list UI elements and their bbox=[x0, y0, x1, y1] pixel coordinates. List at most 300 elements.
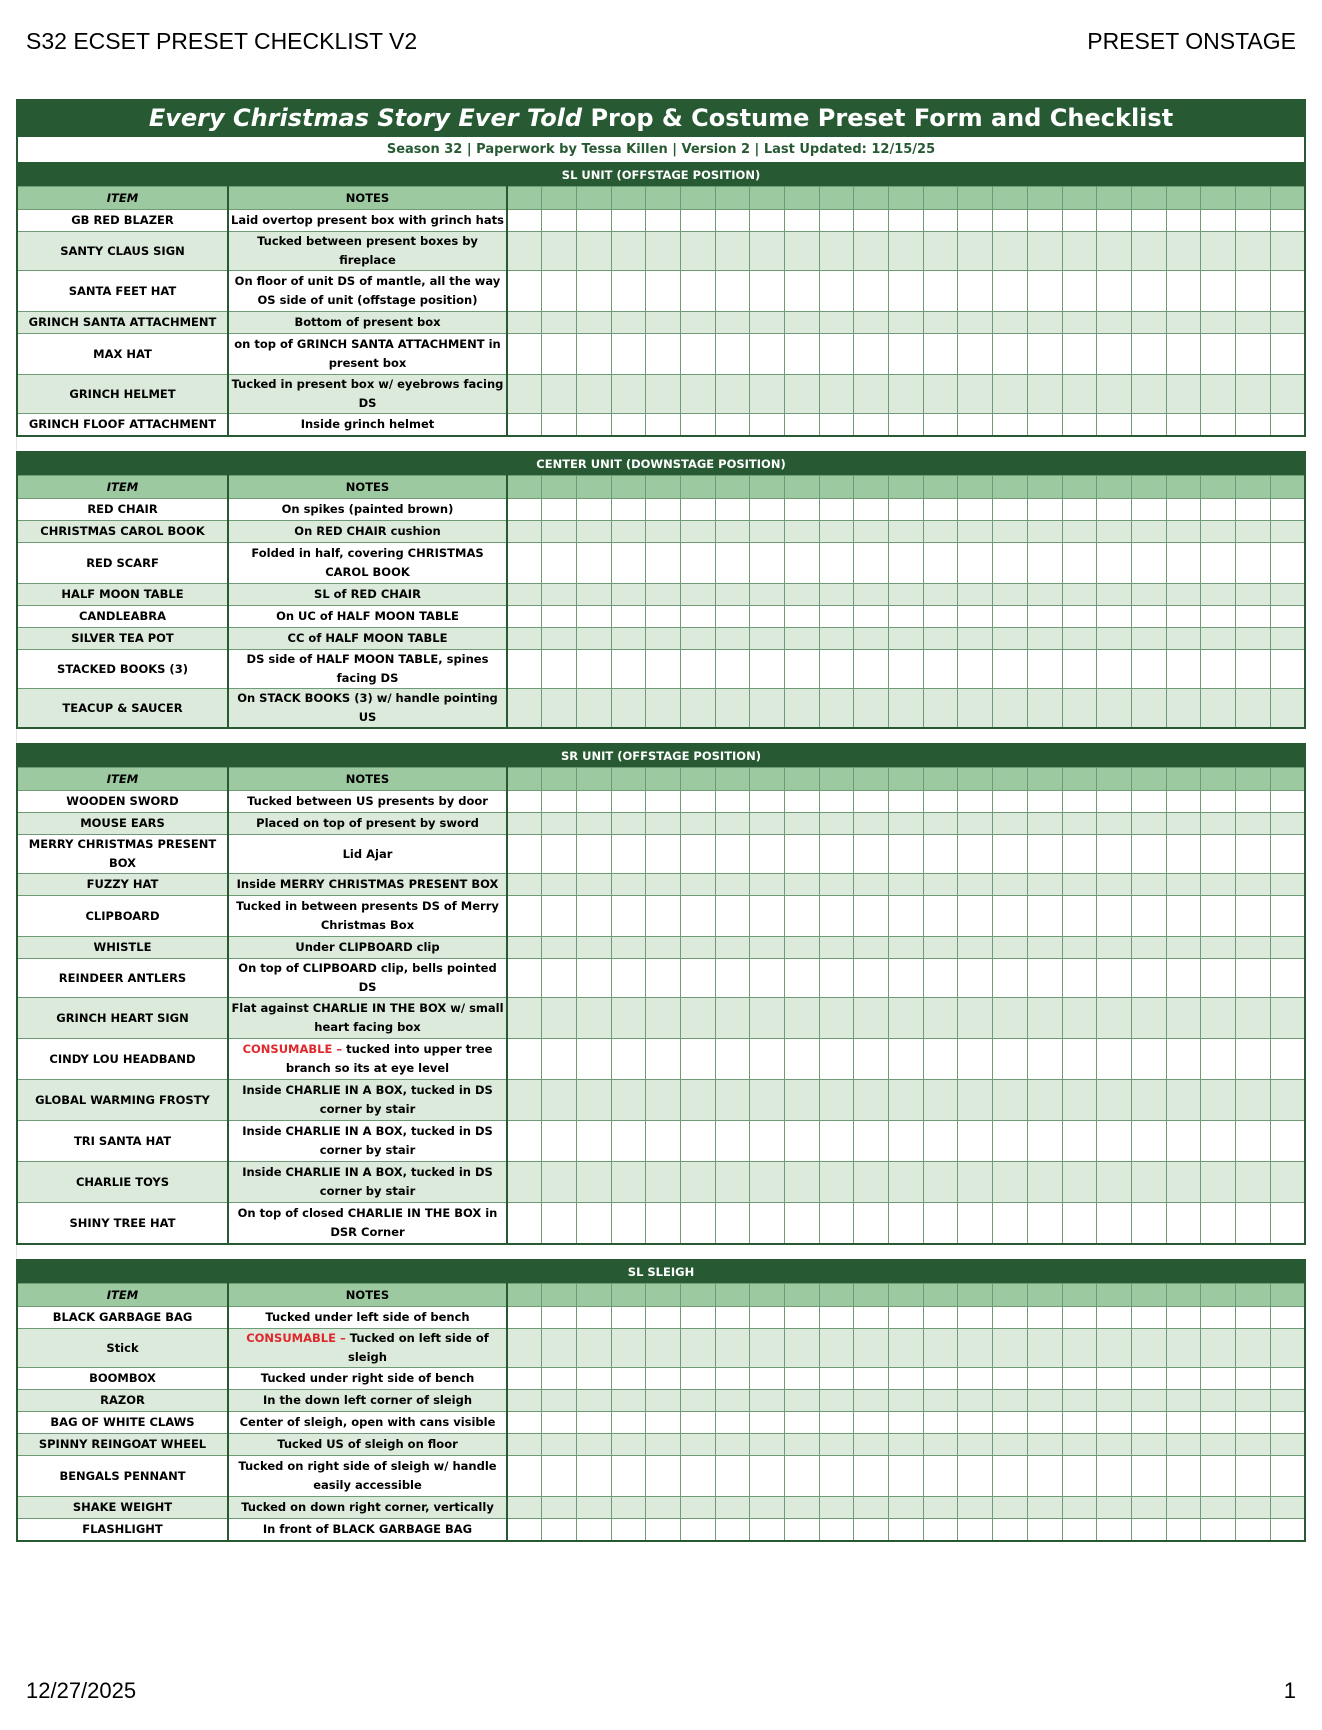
check-cell[interactable] bbox=[854, 271, 889, 312]
check-cell[interactable] bbox=[1027, 937, 1062, 959]
check-cell[interactable] bbox=[542, 499, 577, 521]
check-cell[interactable] bbox=[958, 543, 993, 584]
check-cell[interactable] bbox=[958, 1307, 993, 1329]
check-cell[interactable] bbox=[1235, 896, 1270, 937]
check-cell[interactable] bbox=[854, 521, 889, 543]
check-cell[interactable] bbox=[576, 584, 611, 606]
check-cell[interactable] bbox=[646, 835, 681, 874]
check-cell[interactable] bbox=[680, 1121, 715, 1162]
check-cell[interactable] bbox=[576, 1456, 611, 1497]
check-cell[interactable] bbox=[1131, 998, 1166, 1039]
check-cell[interactable] bbox=[993, 1307, 1028, 1329]
check-cell[interactable] bbox=[680, 1080, 715, 1121]
check-cell[interactable] bbox=[507, 628, 542, 650]
check-cell[interactable] bbox=[1201, 689, 1236, 729]
check-cell[interactable] bbox=[889, 650, 924, 689]
check-cell[interactable] bbox=[1201, 1456, 1236, 1497]
check-cell[interactable] bbox=[715, 499, 750, 521]
check-cell[interactable] bbox=[542, 1329, 577, 1368]
check-cell[interactable] bbox=[1166, 1368, 1201, 1390]
check-cell[interactable] bbox=[889, 271, 924, 312]
check-cell[interactable] bbox=[1166, 232, 1201, 271]
check-cell[interactable] bbox=[507, 835, 542, 874]
check-cell[interactable] bbox=[750, 232, 785, 271]
check-cell[interactable] bbox=[1166, 998, 1201, 1039]
check-cell[interactable] bbox=[1131, 414, 1166, 437]
check-cell[interactable] bbox=[1062, 271, 1097, 312]
check-cell[interactable] bbox=[1097, 1519, 1132, 1542]
check-cell[interactable] bbox=[854, 334, 889, 375]
check-cell[interactable] bbox=[923, 650, 958, 689]
check-cell[interactable] bbox=[1166, 791, 1201, 813]
check-cell[interactable] bbox=[819, 1039, 854, 1080]
check-cell[interactable] bbox=[993, 835, 1028, 874]
check-cell[interactable] bbox=[889, 1080, 924, 1121]
check-cell[interactable] bbox=[1235, 499, 1270, 521]
check-cell[interactable] bbox=[576, 813, 611, 835]
check-cell[interactable] bbox=[542, 791, 577, 813]
check-cell[interactable] bbox=[1097, 998, 1132, 1039]
check-cell[interactable] bbox=[889, 1039, 924, 1080]
check-cell[interactable] bbox=[750, 334, 785, 375]
check-cell[interactable] bbox=[1166, 375, 1201, 414]
check-cell[interactable] bbox=[993, 543, 1028, 584]
check-cell[interactable] bbox=[785, 1434, 820, 1456]
check-cell[interactable] bbox=[611, 232, 646, 271]
check-cell[interactable] bbox=[889, 1307, 924, 1329]
check-cell[interactable] bbox=[923, 521, 958, 543]
check-cell[interactable] bbox=[785, 998, 820, 1039]
check-cell[interactable] bbox=[715, 210, 750, 232]
check-cell[interactable] bbox=[819, 1121, 854, 1162]
check-cell[interactable] bbox=[1027, 375, 1062, 414]
check-cell[interactable] bbox=[611, 1121, 646, 1162]
check-cell[interactable] bbox=[993, 232, 1028, 271]
check-cell[interactable] bbox=[958, 1390, 993, 1412]
check-cell[interactable] bbox=[1097, 521, 1132, 543]
check-cell[interactable] bbox=[923, 1456, 958, 1497]
check-cell[interactable] bbox=[576, 271, 611, 312]
check-cell[interactable] bbox=[785, 1307, 820, 1329]
check-cell[interactable] bbox=[958, 414, 993, 437]
check-cell[interactable] bbox=[958, 1162, 993, 1203]
check-cell[interactable] bbox=[1270, 312, 1305, 334]
check-cell[interactable] bbox=[1201, 271, 1236, 312]
check-cell[interactable] bbox=[1270, 937, 1305, 959]
check-cell[interactable] bbox=[1097, 1412, 1132, 1434]
check-cell[interactable] bbox=[785, 791, 820, 813]
check-cell[interactable] bbox=[1027, 791, 1062, 813]
check-cell[interactable] bbox=[576, 791, 611, 813]
check-cell[interactable] bbox=[611, 1412, 646, 1434]
check-cell[interactable] bbox=[1131, 334, 1166, 375]
check-cell[interactable] bbox=[646, 1519, 681, 1542]
check-cell[interactable] bbox=[1097, 689, 1132, 729]
check-cell[interactable] bbox=[819, 1456, 854, 1497]
check-cell[interactable] bbox=[1097, 1390, 1132, 1412]
check-cell[interactable] bbox=[507, 521, 542, 543]
check-cell[interactable] bbox=[1166, 499, 1201, 521]
check-cell[interactable] bbox=[819, 312, 854, 334]
check-cell[interactable] bbox=[750, 210, 785, 232]
check-cell[interactable] bbox=[854, 232, 889, 271]
check-cell[interactable] bbox=[819, 1434, 854, 1456]
check-cell[interactable] bbox=[1270, 606, 1305, 628]
check-cell[interactable] bbox=[750, 414, 785, 437]
check-cell[interactable] bbox=[715, 1329, 750, 1368]
check-cell[interactable] bbox=[611, 959, 646, 998]
check-cell[interactable] bbox=[1166, 271, 1201, 312]
check-cell[interactable] bbox=[1201, 1434, 1236, 1456]
check-cell[interactable] bbox=[507, 1519, 542, 1542]
check-cell[interactable] bbox=[576, 959, 611, 998]
check-cell[interactable] bbox=[750, 959, 785, 998]
check-cell[interactable] bbox=[854, 959, 889, 998]
check-cell[interactable] bbox=[889, 1412, 924, 1434]
check-cell[interactable] bbox=[923, 998, 958, 1039]
check-cell[interactable] bbox=[923, 1497, 958, 1519]
check-cell[interactable] bbox=[1062, 937, 1097, 959]
check-cell[interactable] bbox=[542, 1307, 577, 1329]
check-cell[interactable] bbox=[785, 896, 820, 937]
check-cell[interactable] bbox=[1166, 813, 1201, 835]
check-cell[interactable] bbox=[507, 375, 542, 414]
check-cell[interactable] bbox=[1201, 1497, 1236, 1519]
check-cell[interactable] bbox=[750, 874, 785, 896]
check-cell[interactable] bbox=[1235, 414, 1270, 437]
check-cell[interactable] bbox=[611, 375, 646, 414]
check-cell[interactable] bbox=[611, 628, 646, 650]
check-cell[interactable] bbox=[680, 1497, 715, 1519]
check-cell[interactable] bbox=[993, 937, 1028, 959]
check-cell[interactable] bbox=[646, 628, 681, 650]
check-cell[interactable] bbox=[715, 1080, 750, 1121]
check-cell[interactable] bbox=[715, 835, 750, 874]
check-cell[interactable] bbox=[1062, 606, 1097, 628]
check-cell[interactable] bbox=[1062, 1162, 1097, 1203]
check-cell[interactable] bbox=[854, 1039, 889, 1080]
check-cell[interactable] bbox=[785, 1329, 820, 1368]
check-cell[interactable] bbox=[958, 210, 993, 232]
check-cell[interactable] bbox=[680, 584, 715, 606]
check-cell[interactable] bbox=[993, 521, 1028, 543]
check-cell[interactable] bbox=[646, 1307, 681, 1329]
check-cell[interactable] bbox=[750, 650, 785, 689]
check-cell[interactable] bbox=[889, 375, 924, 414]
check-cell[interactable] bbox=[507, 606, 542, 628]
check-cell[interactable] bbox=[1062, 312, 1097, 334]
check-cell[interactable] bbox=[611, 271, 646, 312]
check-cell[interactable] bbox=[819, 375, 854, 414]
check-cell[interactable] bbox=[819, 650, 854, 689]
check-cell[interactable] bbox=[889, 606, 924, 628]
check-cell[interactable] bbox=[507, 813, 542, 835]
check-cell[interactable] bbox=[958, 791, 993, 813]
check-cell[interactable] bbox=[923, 414, 958, 437]
check-cell[interactable] bbox=[1027, 334, 1062, 375]
check-cell[interactable] bbox=[1062, 1080, 1097, 1121]
check-cell[interactable] bbox=[715, 1434, 750, 1456]
check-cell[interactable] bbox=[576, 650, 611, 689]
check-cell[interactable] bbox=[1166, 606, 1201, 628]
check-cell[interactable] bbox=[646, 998, 681, 1039]
check-cell[interactable] bbox=[680, 791, 715, 813]
check-cell[interactable] bbox=[1201, 959, 1236, 998]
check-cell[interactable] bbox=[646, 1162, 681, 1203]
check-cell[interactable] bbox=[1201, 606, 1236, 628]
check-cell[interactable] bbox=[1270, 791, 1305, 813]
check-cell[interactable] bbox=[1027, 210, 1062, 232]
check-cell[interactable] bbox=[923, 1390, 958, 1412]
check-cell[interactable] bbox=[923, 271, 958, 312]
check-cell[interactable] bbox=[611, 1390, 646, 1412]
check-cell[interactable] bbox=[958, 312, 993, 334]
check-cell[interactable] bbox=[889, 835, 924, 874]
check-cell[interactable] bbox=[1235, 1307, 1270, 1329]
check-cell[interactable] bbox=[785, 521, 820, 543]
check-cell[interactable] bbox=[993, 271, 1028, 312]
check-cell[interactable] bbox=[750, 1519, 785, 1542]
check-cell[interactable] bbox=[1166, 959, 1201, 998]
check-cell[interactable] bbox=[1270, 1203, 1305, 1245]
check-cell[interactable] bbox=[923, 1434, 958, 1456]
check-cell[interactable] bbox=[1131, 1519, 1166, 1542]
check-cell[interactable] bbox=[889, 1434, 924, 1456]
check-cell[interactable] bbox=[1131, 959, 1166, 998]
check-cell[interactable] bbox=[993, 1368, 1028, 1390]
check-cell[interactable] bbox=[923, 959, 958, 998]
check-cell[interactable] bbox=[680, 1519, 715, 1542]
check-cell[interactable] bbox=[785, 937, 820, 959]
check-cell[interactable] bbox=[785, 1519, 820, 1542]
check-cell[interactable] bbox=[611, 1368, 646, 1390]
check-cell[interactable] bbox=[993, 606, 1028, 628]
check-cell[interactable] bbox=[715, 1203, 750, 1245]
check-cell[interactable] bbox=[958, 521, 993, 543]
check-cell[interactable] bbox=[785, 606, 820, 628]
check-cell[interactable] bbox=[611, 689, 646, 729]
check-cell[interactable] bbox=[819, 414, 854, 437]
check-cell[interactable] bbox=[542, 414, 577, 437]
check-cell[interactable] bbox=[715, 375, 750, 414]
check-cell[interactable] bbox=[542, 896, 577, 937]
check-cell[interactable] bbox=[1201, 210, 1236, 232]
check-cell[interactable] bbox=[507, 650, 542, 689]
check-cell[interactable] bbox=[715, 543, 750, 584]
check-cell[interactable] bbox=[993, 791, 1028, 813]
check-cell[interactable] bbox=[1131, 584, 1166, 606]
check-cell[interactable] bbox=[646, 650, 681, 689]
check-cell[interactable] bbox=[1201, 232, 1236, 271]
check-cell[interactable] bbox=[1131, 1434, 1166, 1456]
check-cell[interactable] bbox=[819, 628, 854, 650]
check-cell[interactable] bbox=[1062, 1307, 1097, 1329]
check-cell[interactable] bbox=[680, 689, 715, 729]
check-cell[interactable] bbox=[993, 874, 1028, 896]
check-cell[interactable] bbox=[1235, 271, 1270, 312]
check-cell[interactable] bbox=[611, 584, 646, 606]
check-cell[interactable] bbox=[715, 959, 750, 998]
check-cell[interactable] bbox=[1166, 835, 1201, 874]
check-cell[interactable] bbox=[819, 896, 854, 937]
check-cell[interactable] bbox=[750, 628, 785, 650]
check-cell[interactable] bbox=[1097, 874, 1132, 896]
check-cell[interactable] bbox=[576, 414, 611, 437]
check-cell[interactable] bbox=[542, 312, 577, 334]
check-cell[interactable] bbox=[611, 650, 646, 689]
check-cell[interactable] bbox=[576, 312, 611, 334]
check-cell[interactable] bbox=[923, 1368, 958, 1390]
check-cell[interactable] bbox=[680, 1039, 715, 1080]
check-cell[interactable] bbox=[507, 1434, 542, 1456]
check-cell[interactable] bbox=[1097, 210, 1132, 232]
check-cell[interactable] bbox=[854, 1329, 889, 1368]
check-cell[interactable] bbox=[1027, 1412, 1062, 1434]
check-cell[interactable] bbox=[680, 998, 715, 1039]
check-cell[interactable] bbox=[889, 584, 924, 606]
check-cell[interactable] bbox=[1027, 689, 1062, 729]
check-cell[interactable] bbox=[1062, 998, 1097, 1039]
check-cell[interactable] bbox=[923, 896, 958, 937]
check-cell[interactable] bbox=[715, 628, 750, 650]
check-cell[interactable] bbox=[889, 312, 924, 334]
check-cell[interactable] bbox=[1201, 499, 1236, 521]
check-cell[interactable] bbox=[819, 689, 854, 729]
check-cell[interactable] bbox=[889, 896, 924, 937]
check-cell[interactable] bbox=[1131, 606, 1166, 628]
check-cell[interactable] bbox=[923, 1307, 958, 1329]
check-cell[interactable] bbox=[1027, 414, 1062, 437]
check-cell[interactable] bbox=[680, 937, 715, 959]
check-cell[interactable] bbox=[1201, 874, 1236, 896]
check-cell[interactable] bbox=[646, 1390, 681, 1412]
check-cell[interactable] bbox=[1062, 1390, 1097, 1412]
check-cell[interactable] bbox=[611, 210, 646, 232]
check-cell[interactable] bbox=[854, 1162, 889, 1203]
check-cell[interactable] bbox=[958, 1412, 993, 1434]
check-cell[interactable] bbox=[1235, 606, 1270, 628]
check-cell[interactable] bbox=[1270, 1497, 1305, 1519]
check-cell[interactable] bbox=[576, 521, 611, 543]
check-cell[interactable] bbox=[889, 998, 924, 1039]
check-cell[interactable] bbox=[1062, 1456, 1097, 1497]
check-cell[interactable] bbox=[958, 937, 993, 959]
check-cell[interactable] bbox=[611, 334, 646, 375]
check-cell[interactable] bbox=[611, 543, 646, 584]
check-cell[interactable] bbox=[1027, 1456, 1062, 1497]
check-cell[interactable] bbox=[993, 896, 1028, 937]
check-cell[interactable] bbox=[1097, 813, 1132, 835]
check-cell[interactable] bbox=[923, 232, 958, 271]
check-cell[interactable] bbox=[1235, 650, 1270, 689]
check-cell[interactable] bbox=[680, 874, 715, 896]
check-cell[interactable] bbox=[680, 650, 715, 689]
check-cell[interactable] bbox=[1131, 937, 1166, 959]
check-cell[interactable] bbox=[750, 606, 785, 628]
check-cell[interactable] bbox=[923, 1121, 958, 1162]
check-cell[interactable] bbox=[923, 835, 958, 874]
check-cell[interactable] bbox=[993, 813, 1028, 835]
check-cell[interactable] bbox=[889, 1519, 924, 1542]
check-cell[interactable] bbox=[923, 1080, 958, 1121]
check-cell[interactable] bbox=[1062, 210, 1097, 232]
check-cell[interactable] bbox=[646, 499, 681, 521]
check-cell[interactable] bbox=[507, 334, 542, 375]
check-cell[interactable] bbox=[1062, 813, 1097, 835]
check-cell[interactable] bbox=[1235, 210, 1270, 232]
check-cell[interactable] bbox=[1166, 584, 1201, 606]
check-cell[interactable] bbox=[1097, 896, 1132, 937]
check-cell[interactable] bbox=[715, 937, 750, 959]
check-cell[interactable] bbox=[611, 1039, 646, 1080]
check-cell[interactable] bbox=[1027, 1368, 1062, 1390]
check-cell[interactable] bbox=[680, 1162, 715, 1203]
check-cell[interactable] bbox=[507, 1080, 542, 1121]
check-cell[interactable] bbox=[1131, 210, 1166, 232]
check-cell[interactable] bbox=[715, 1497, 750, 1519]
check-cell[interactable] bbox=[715, 791, 750, 813]
check-cell[interactable] bbox=[611, 1307, 646, 1329]
check-cell[interactable] bbox=[819, 499, 854, 521]
check-cell[interactable] bbox=[1270, 414, 1305, 437]
check-cell[interactable] bbox=[646, 1039, 681, 1080]
check-cell[interactable] bbox=[1270, 1368, 1305, 1390]
check-cell[interactable] bbox=[1062, 1434, 1097, 1456]
check-cell[interactable] bbox=[507, 271, 542, 312]
check-cell[interactable] bbox=[646, 271, 681, 312]
check-cell[interactable] bbox=[819, 1329, 854, 1368]
check-cell[interactable] bbox=[646, 1412, 681, 1434]
check-cell[interactable] bbox=[1062, 543, 1097, 584]
check-cell[interactable] bbox=[1062, 835, 1097, 874]
check-cell[interactable] bbox=[611, 1519, 646, 1542]
check-cell[interactable] bbox=[1097, 1329, 1132, 1368]
check-cell[interactable] bbox=[750, 689, 785, 729]
check-cell[interactable] bbox=[1201, 998, 1236, 1039]
check-cell[interactable] bbox=[819, 1390, 854, 1412]
check-cell[interactable] bbox=[611, 835, 646, 874]
check-cell[interactable] bbox=[923, 1412, 958, 1434]
check-cell[interactable] bbox=[611, 1497, 646, 1519]
check-cell[interactable] bbox=[1062, 1329, 1097, 1368]
check-cell[interactable] bbox=[542, 1039, 577, 1080]
check-cell[interactable] bbox=[993, 1039, 1028, 1080]
check-cell[interactable] bbox=[1027, 1519, 1062, 1542]
check-cell[interactable] bbox=[1131, 375, 1166, 414]
check-cell[interactable] bbox=[1097, 937, 1132, 959]
check-cell[interactable] bbox=[785, 959, 820, 998]
check-cell[interactable] bbox=[854, 606, 889, 628]
check-cell[interactable] bbox=[819, 1497, 854, 1519]
check-cell[interactable] bbox=[750, 1390, 785, 1412]
check-cell[interactable] bbox=[1131, 1456, 1166, 1497]
check-cell[interactable] bbox=[1201, 1519, 1236, 1542]
check-cell[interactable] bbox=[646, 312, 681, 334]
check-cell[interactable] bbox=[1166, 1519, 1201, 1542]
check-cell[interactable] bbox=[646, 937, 681, 959]
check-cell[interactable] bbox=[958, 628, 993, 650]
check-cell[interactable] bbox=[854, 1203, 889, 1245]
check-cell[interactable] bbox=[1270, 210, 1305, 232]
check-cell[interactable] bbox=[819, 1412, 854, 1434]
check-cell[interactable] bbox=[993, 499, 1028, 521]
check-cell[interactable] bbox=[1201, 791, 1236, 813]
check-cell[interactable] bbox=[785, 628, 820, 650]
check-cell[interactable] bbox=[1131, 271, 1166, 312]
check-cell[interactable] bbox=[1235, 1390, 1270, 1412]
check-cell[interactable] bbox=[854, 835, 889, 874]
check-cell[interactable] bbox=[1131, 1039, 1166, 1080]
